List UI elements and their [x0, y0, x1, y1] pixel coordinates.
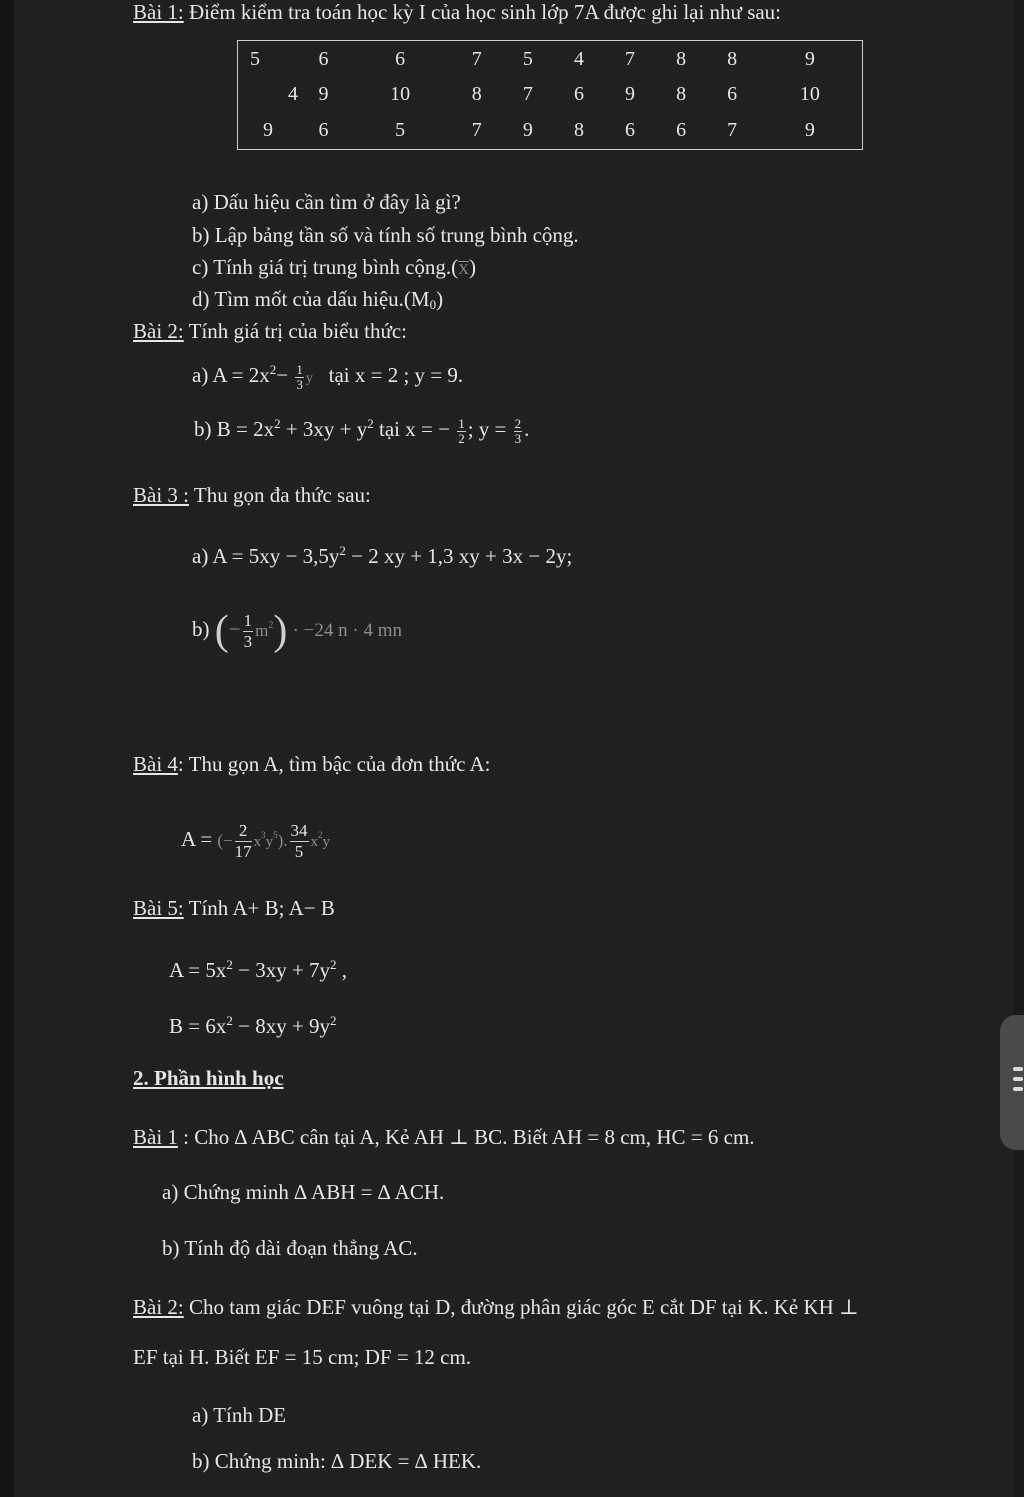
b3-heading: Bài 3 :: [133, 483, 189, 507]
b3b-minus: −: [228, 617, 241, 641]
b1-statement: [133, 0, 781, 24]
b3-part-a: [192, 539, 572, 568]
b4-open: (−: [217, 831, 233, 850]
table-cell: 6: [676, 119, 687, 142]
table-row: [238, 41, 863, 78]
b1-question-b: b) Lập bảng tần số và tính số trung bình cộng.: [192, 223, 579, 247]
b2-part-b: [194, 412, 529, 446]
b5a-s1: 2: [226, 957, 233, 972]
b2b-sup1: 2: [274, 416, 281, 431]
b4-v4: y: [322, 834, 331, 850]
handle-grip-line: [1013, 1067, 1023, 1071]
b1-qd-sub: 0: [429, 297, 437, 312]
table-cell: 9: [318, 83, 329, 106]
b4-v3: x: [310, 834, 319, 850]
geo-problem1: [133, 1125, 755, 1149]
b1-text: Điểm kiểm tra toán học kỳ I của học sinh lớp 7A được ghi lại như sau:: [183, 0, 782, 24]
b2-heading: Bài 2:: [133, 319, 184, 343]
b3b-m: m: [255, 621, 269, 640]
b4-text: : Thu gọn A, tìm bậc của đơn thức A:: [177, 752, 491, 776]
handle-grip-line: [1013, 1087, 1023, 1091]
b4-eq: A =: [181, 827, 213, 851]
b4-den2: 5: [294, 841, 304, 861]
b5b-s2: 2: [330, 1013, 337, 1028]
geometry-title: 2. Phần hình học: [133, 1066, 284, 1090]
b2-part-a: [192, 358, 463, 392]
b3a-expr: a) A = 5xy − 3,5y: [192, 544, 340, 568]
b2a-sup: 2: [269, 362, 277, 377]
table-cell: 8: [676, 47, 687, 70]
b2b-at: tại x = −: [373, 417, 450, 441]
table-row: [238, 77, 863, 113]
table-cell: 7: [471, 119, 482, 142]
b3-statement: [133, 483, 371, 507]
b3b-fraction: [243, 611, 254, 652]
b2b-fraction1: [457, 417, 466, 446]
table-cell: 6: [727, 83, 738, 106]
geo-problem2: [133, 1295, 859, 1319]
b1-qc-text: c) Tính giá trị trung bình cộng.(: [192, 255, 459, 279]
score-table: [237, 40, 863, 150]
table-cell: 10: [390, 83, 411, 106]
b2b-num2: 2: [514, 415, 522, 431]
b2b-expr: b) B = 2x: [194, 417, 275, 441]
paren-open: (: [214, 608, 229, 655]
table-cell: 9: [522, 119, 533, 142]
table-cell: 6: [318, 119, 329, 142]
table-cell: 8: [676, 83, 687, 106]
table-cell: 7: [471, 47, 482, 70]
b3b-label: b): [192, 617, 210, 641]
table-cell: 5: [522, 47, 533, 70]
geo-p2-heading: Bài 2:: [133, 1295, 184, 1319]
b4-den1: 17: [234, 841, 252, 861]
left-edge: [0, 0, 14, 1497]
b2b-den1: 2: [458, 430, 465, 446]
b4-fraction2: [290, 821, 309, 862]
b1-qc-close: ): [468, 255, 476, 279]
b3-part-b: [192, 603, 402, 654]
table-cell: 7: [522, 83, 533, 106]
b5-statement: [133, 896, 335, 920]
b4-fraction1: [235, 821, 252, 862]
table-cell: 6: [625, 119, 636, 142]
b2-text: Tính giá trị của biểu thức:: [183, 319, 408, 343]
table-cell: 9: [263, 119, 273, 142]
b4-close: ).: [277, 831, 288, 850]
b5-poly-a: [169, 953, 347, 982]
b5a-mid: − 3xy + 7y: [232, 958, 331, 982]
table-cell: 10: [799, 83, 820, 106]
table-cell: 5: [250, 47, 260, 70]
table-row: [238, 113, 863, 150]
table-cell: 8: [471, 83, 482, 106]
table-cell: 9: [804, 47, 815, 70]
b2a-expr: a) A = 2x: [192, 363, 270, 387]
geo-p2-text-cont: EF tại H. Biết EF = 15 cm; DF = 12 cm.: [133, 1345, 472, 1369]
table-cell: 6: [318, 47, 329, 70]
handle-grip-line: [1013, 1077, 1023, 1081]
table-cell: 6: [395, 47, 406, 70]
geo-p1-part-b: b) Tính độ dài đoạn thẳng AC.: [162, 1236, 418, 1260]
b5-poly-b: [169, 1009, 337, 1038]
b2-statement: [133, 319, 407, 343]
mean-symbol: $\overline{X}$: [458, 262, 469, 278]
table-cell: 9: [625, 83, 636, 106]
b5-text: Tính A+ B; A− B: [183, 896, 335, 920]
b5b-s1: 2: [226, 1013, 233, 1028]
b1-qd-close: ): [436, 287, 444, 311]
geo-p2-part-a: a) Tính DE: [192, 1403, 287, 1427]
geo-p2-part-b: b) Chứng minh: ∆ DEK = ∆ HEK.: [192, 1449, 482, 1473]
b5b-pre: B = 6x: [169, 1014, 227, 1038]
geo-p1-heading: Bài 1: [133, 1125, 178, 1149]
b4-num1: 2: [235, 821, 252, 842]
b4-s3: 2: [318, 830, 323, 840]
geo-p1-text: : Cho ∆ ABC cân tại A, Kẻ AH ⊥ BC. Biết AH = 8 cm, HC = 6 cm.: [177, 1125, 755, 1149]
b5a-pre: A = 5x: [169, 958, 227, 982]
table-cell: 4: [288, 83, 298, 106]
table-cell: 6: [573, 83, 584, 106]
b2a-minus: −: [276, 363, 289, 387]
table-cell: 9: [804, 119, 815, 142]
b1-heading: Bài 1:: [133, 0, 184, 24]
b2a-num: 1: [296, 361, 303, 377]
paren-close: ): [273, 608, 288, 655]
geo-p2-text: Cho tam giác DEF vuông tại D, đường phân giác góc E cắt DF tại K. Kẻ KH ⊥: [183, 1295, 859, 1319]
geo-p1-part-a: a) Chứng minh ∆ ABH = ∆ ACH.: [162, 1180, 445, 1204]
b5-heading: Bài 5:: [133, 896, 184, 920]
table-cell: 7: [625, 47, 636, 70]
b1-question-a: a) Dấu hiệu cần tìm ở đây là gì?: [192, 190, 461, 214]
b2b-sup2: 2: [367, 416, 374, 431]
b4-num2: 34: [290, 820, 308, 840]
table-cell: 5: [395, 119, 406, 142]
b3b-msup: 2: [268, 620, 274, 631]
side-panel-handle[interactable]: [1000, 1015, 1024, 1150]
right-edge: [1014, 0, 1024, 1497]
b3b-den: 3: [243, 631, 253, 651]
b4-s2: 5: [273, 830, 278, 840]
b4-v2: y: [265, 834, 274, 850]
table-cell: 4: [573, 47, 584, 70]
b1-question-c: [192, 255, 476, 282]
b2b-den2: 3: [514, 430, 522, 446]
b2b-sep: ; y =: [467, 417, 507, 441]
b4-expression: [181, 812, 330, 865]
table-cell: 8: [573, 119, 584, 142]
b1-qd-text: d) Tìm mốt của dấu hiệu.(M: [192, 287, 430, 311]
b5b-mid: − 8xy + 9y: [232, 1014, 331, 1038]
table-cell: 8: [727, 47, 738, 70]
b5a-s2: 2: [330, 957, 337, 972]
b2b-fraction2: [514, 417, 523, 446]
b1-question-d: [192, 287, 443, 317]
b2b-end: .: [524, 417, 530, 441]
b2a-condition: tại x = 2 ; y = 9.: [328, 363, 464, 387]
b3b-rest: · −24 n · 4 mn: [292, 620, 402, 641]
b2b-mid: + 3xy + y: [280, 417, 368, 441]
b3b-num: 1: [243, 610, 253, 630]
b2a-y: y: [305, 371, 313, 386]
b2b-num1: 1: [458, 415, 465, 431]
b4-v1: x: [253, 834, 262, 850]
b2a-den: 3: [296, 376, 303, 392]
b4-statement: [133, 752, 490, 776]
table-cell: 7: [727, 119, 738, 142]
b3-text: Thu gọn đa thức sau:: [189, 483, 371, 507]
b3a-sup: 2: [339, 543, 346, 558]
b5a-end: ,: [336, 958, 348, 982]
b3a-rest: − 2 xy + 1,3 xy + 3x − 2y;: [345, 544, 573, 568]
b4-heading: Bài 4: [133, 752, 178, 776]
b4-s1: 3: [261, 830, 266, 840]
b2a-fraction: [295, 363, 304, 392]
